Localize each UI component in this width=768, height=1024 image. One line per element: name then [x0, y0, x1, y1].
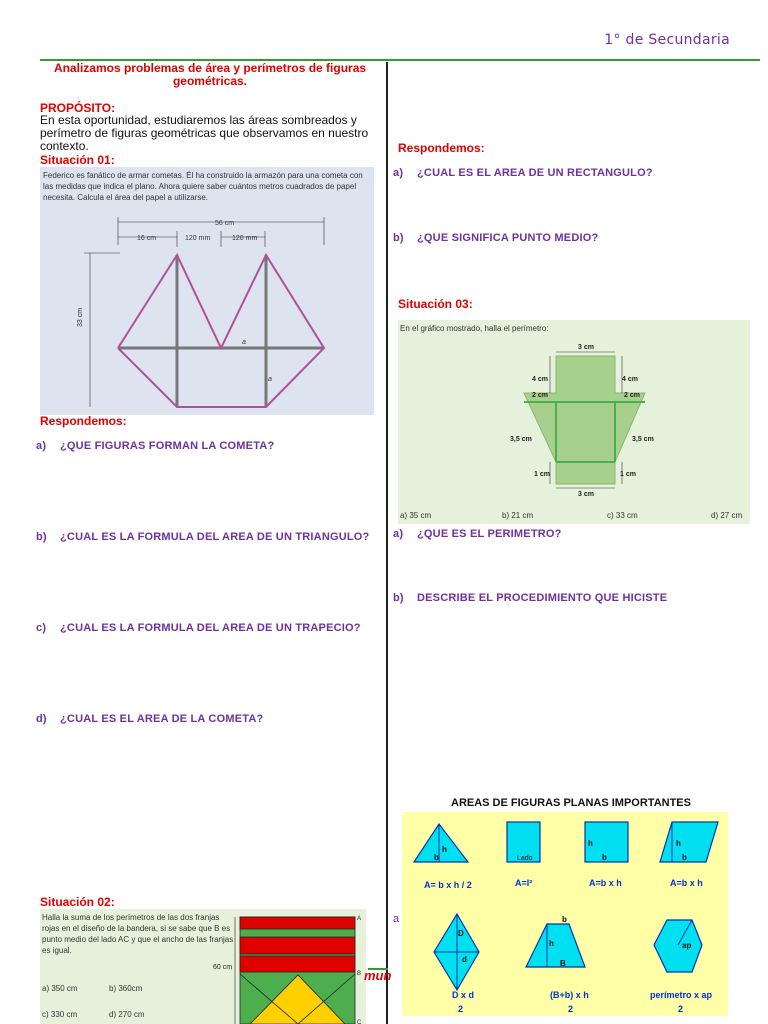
grade-label: 1° de Secundaria — [604, 32, 730, 48]
label-right-35: 3,5 cm — [632, 436, 654, 443]
svg-text:h: h — [442, 845, 447, 854]
question-left-a: a) ¿QUE FIGURAS FORMAN LA COMETA? — [36, 440, 275, 452]
label-left-2: 2 cm — [532, 392, 548, 399]
dim-mid2: 120 mm — [232, 235, 258, 242]
question-left-b: b) ¿CUAL ES LA FORMULA DEL AREA DE UN TRIANGULO? — [36, 531, 370, 543]
svg-text:A=l²: A=l² — [515, 878, 533, 888]
parallelogram-icon — [660, 822, 718, 862]
flag-option-d: d) 270 cm — [109, 1010, 145, 1019]
question-right-d: b) DESCRIBE EL PROCEDIMIENTO QUE HICISTE — [393, 592, 668, 604]
column-divider — [386, 62, 388, 1024]
svg-text:Lado: Lado — [517, 855, 533, 862]
flag-point-b: B — [357, 971, 362, 977]
flag-point-c: C — [357, 1020, 362, 1024]
svg-text:b: b — [434, 853, 439, 862]
svg-text:2: 2 — [678, 1004, 684, 1014]
flag-point-a: A — [357, 916, 362, 922]
formulas-diagram — [402, 812, 728, 1016]
respondemos-left: Respondemos: — [40, 414, 127, 428]
perimeter-problem-text: En el gráfico mostrado, halla el perímetro: — [400, 324, 549, 333]
dim-a1: a — [242, 339, 246, 346]
dim-mid1: 120 mm — [185, 235, 211, 242]
dim-a2: a — [268, 376, 272, 383]
trapezoid-icon — [526, 924, 585, 967]
triangle-icon — [414, 824, 468, 862]
svg-text:b: b — [682, 853, 687, 862]
label-top: 3 cm — [578, 344, 594, 351]
svg-text:perímetro x ap: perímetro x ap — [650, 990, 713, 1000]
formulas-panel — [402, 812, 728, 1016]
purpose-label: PROPÓSITO: — [40, 101, 116, 115]
question-right-b: b) ¿QUE SIGNIFICA PUNTO MEDIO? — [393, 232, 599, 244]
option-a: a) 35 cm — [400, 511, 432, 520]
perimeter-problem-panel — [398, 320, 750, 524]
svg-text:B: B — [560, 959, 566, 968]
page-title: Analizamos problemas de área y perímetros de figuras geométricas. — [53, 61, 367, 88]
situation-02-heading: Situación 02: — [40, 895, 115, 909]
svg-text:A=b x h: A=b x h — [589, 878, 622, 888]
respondemos-right: Respondemos: — [398, 141, 485, 155]
flag-diagram — [40, 909, 366, 1024]
option-b: b) 21 cm — [502, 511, 534, 520]
label-right-1: 1 cm — [620, 471, 636, 478]
stray-letter: a — [393, 913, 400, 925]
question-left-d: d) ¿CUAL ES EL AREA DE LA COMETA? — [36, 713, 264, 725]
svg-text:h: h — [588, 839, 593, 848]
dim-height: 33 cm — [77, 307, 84, 327]
svg-text:ap: ap — [682, 941, 692, 950]
label-left-4: 4 cm — [532, 376, 548, 383]
svg-text:D x d: D x d — [452, 990, 475, 1000]
option-c: c) 33 cm — [607, 511, 638, 520]
flag-problem-panel — [40, 909, 366, 1024]
formulas-title: AREAS DE FIGURAS PLANAS IMPORTANTES — [451, 797, 691, 809]
flag-option-c: c) 330 cm — [42, 1010, 78, 1019]
question-left-c: c) ¿CUAL ES LA FORMULA DEL AREA DE UN TRAPECIO? — [36, 622, 361, 634]
svg-text:A= b x h / 2: A= b x h / 2 — [424, 880, 472, 890]
situation-01-heading: Situación 01: — [40, 153, 115, 167]
svg-text:d: d — [462, 955, 467, 964]
svg-text:b: b — [562, 915, 567, 924]
situation-03-heading: Situación 03: — [398, 297, 473, 311]
perimeter-diagram — [398, 320, 750, 524]
flag-height: 60 cm — [213, 964, 233, 971]
svg-text:h: h — [676, 839, 681, 848]
question-right-a: a) ¿CUAL ES EL AREA DE UN RECTANGULO? — [393, 167, 653, 179]
svg-text:(B+b) x h: (B+b) x h — [550, 990, 589, 1000]
dim-left: 16 cm — [137, 235, 157, 242]
label-left-1: 1 cm — [534, 471, 550, 478]
flag-option-b: b) 360cm — [109, 984, 143, 993]
option-d: d) 27 cm — [711, 511, 743, 520]
question-right-c: a) ¿QUE ES EL PERIMETRO? — [393, 528, 562, 540]
purpose-text: En esta oportunidad, estudiaremos las áreas sombreados y perímetro de figuras geométricas que observamos en nuestro contexto. — [40, 113, 369, 153]
flag-option-a: a) 350 cm — [42, 984, 78, 993]
kite-diagram — [40, 167, 374, 415]
watermark-text: mun — [364, 968, 392, 983]
svg-text:2: 2 — [568, 1004, 574, 1014]
kite-problem-panel — [40, 167, 374, 415]
svg-text:2: 2 — [458, 1004, 464, 1014]
flag-problem-text: Halla la suma de los perímetros de las dos franjas rojas en el diseño de la bandera, si se sabe que B es punto medio del lado AC y que el ancho de las franjas es igual. — [42, 913, 234, 955]
svg-text:b: b — [602, 853, 607, 862]
kite-problem-text: Federico es fanático de armar cometas. Él ha construido la armazón para una cometa con las medidas que indica el plano. Ahora quiere saber cuántos metros cuadrados de papel necesita. Calcula el área del papel a utilizarse. — [43, 171, 363, 202]
label-right-4: 4 cm — [622, 376, 638, 383]
label-bottom: 3 cm — [578, 491, 594, 498]
label-right-2: 2 cm — [624, 392, 640, 399]
svg-text:D: D — [458, 929, 464, 938]
dim-total: 56 cm — [215, 220, 235, 227]
svg-text:A=b x h: A=b x h — [670, 878, 703, 888]
label-left-35: 3,5 cm — [510, 436, 532, 443]
hexagon-icon — [654, 920, 702, 972]
svg-text:h: h — [549, 939, 554, 948]
